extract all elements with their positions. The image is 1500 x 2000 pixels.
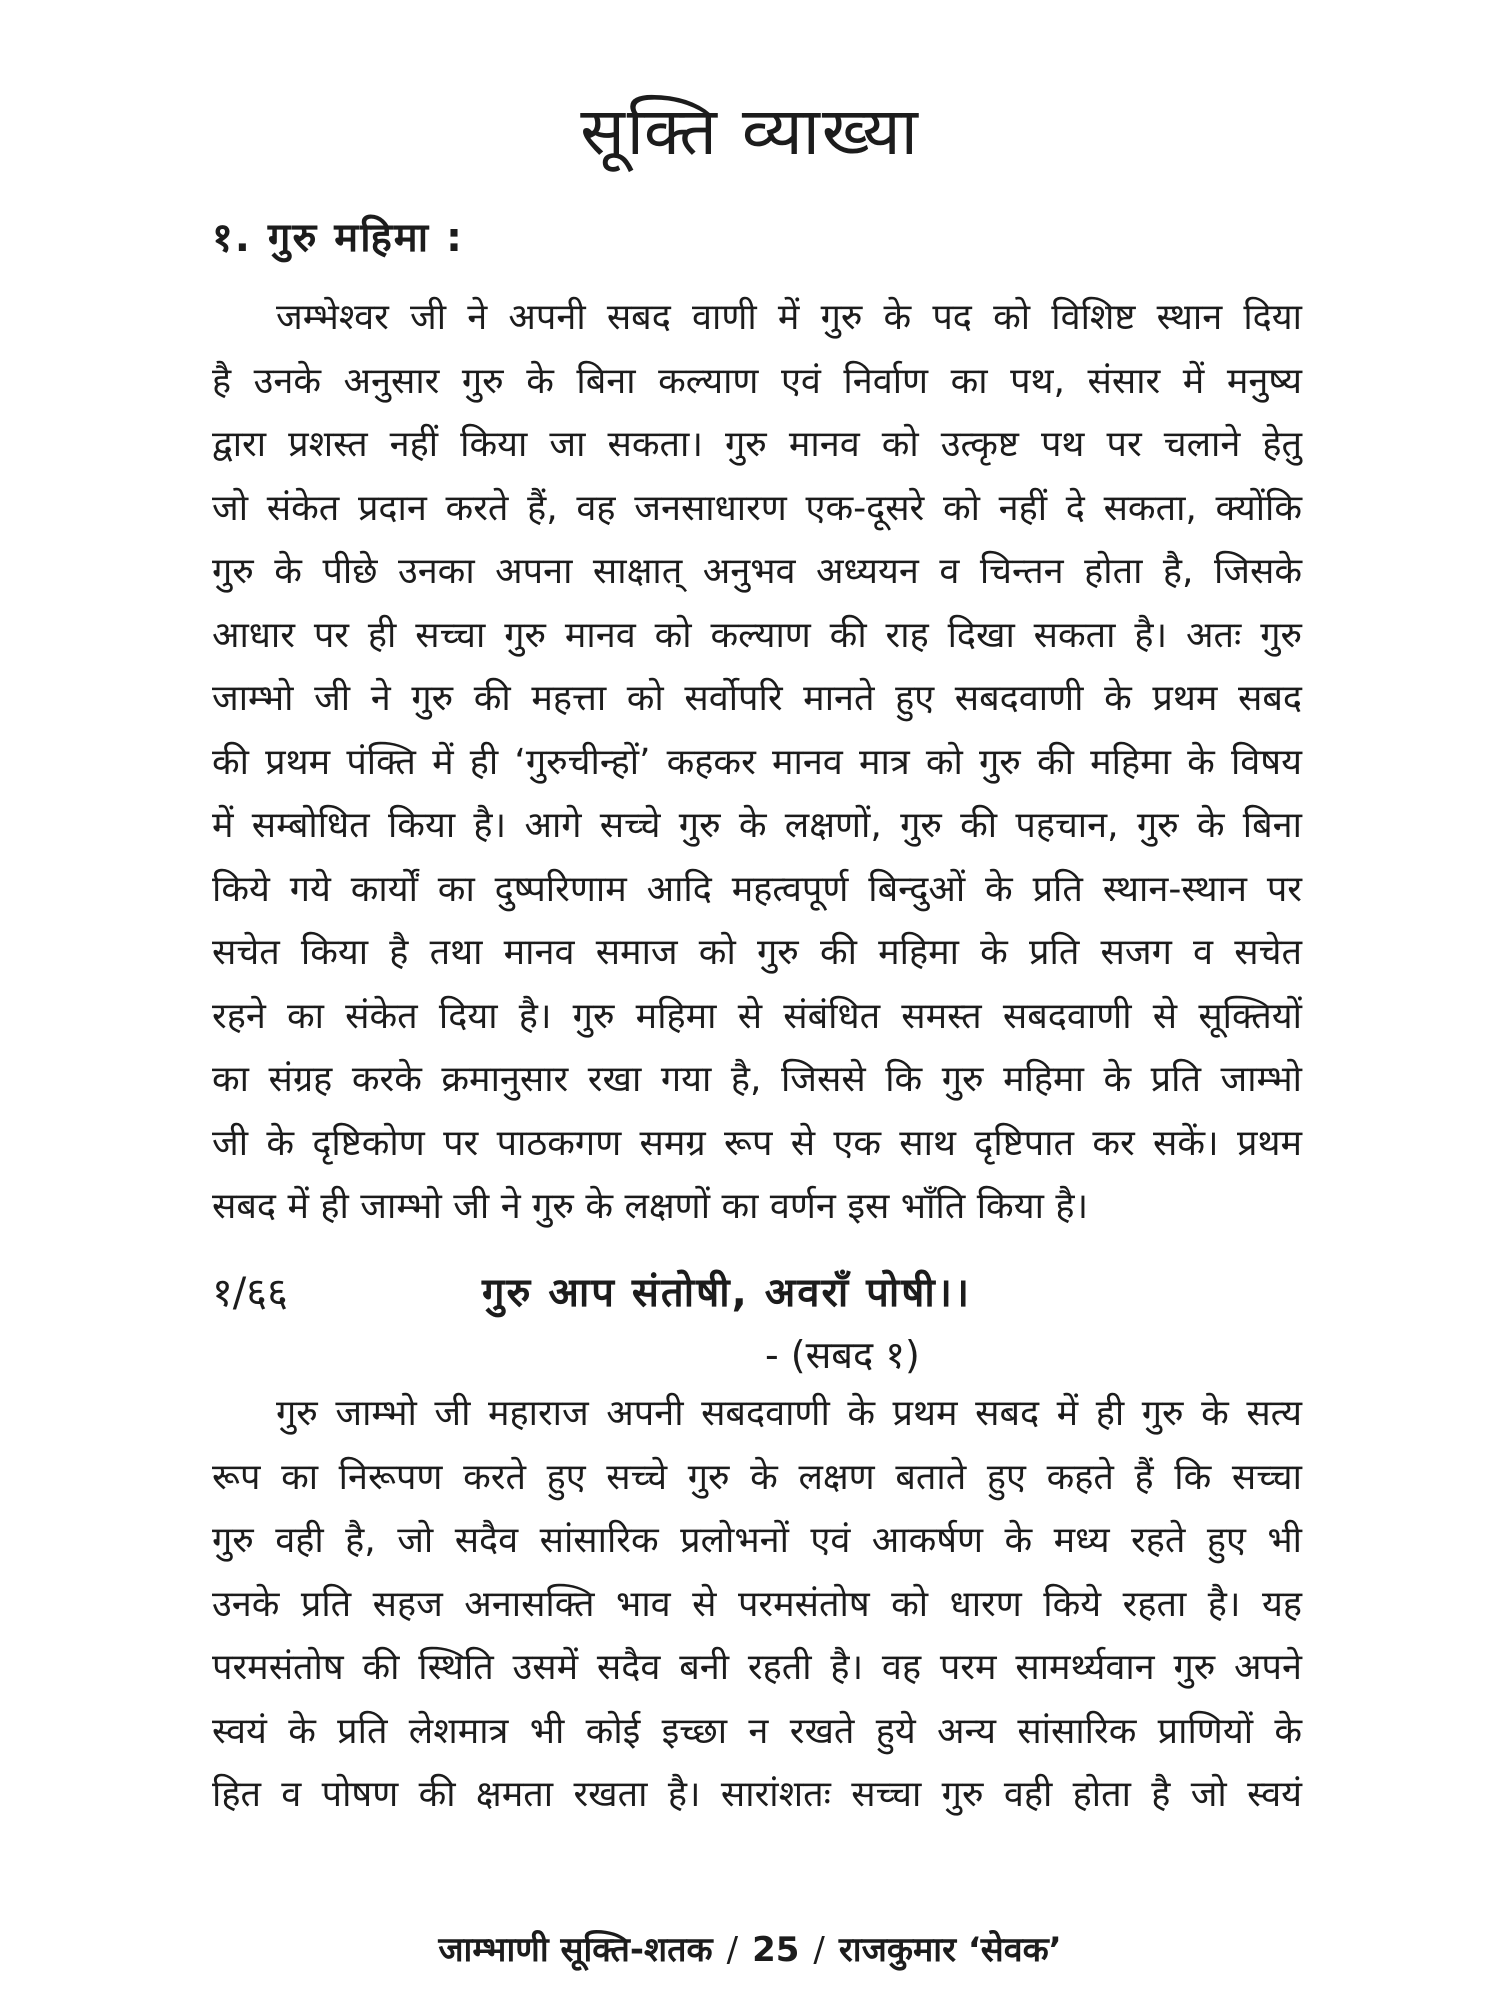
paragraph-line: में सम्बोधित किया है। आगे सच्चे गुरु के लक्षणों, गुरु की पहचान, गुरु के बिना (212, 805, 1302, 846)
verse-source: - (सबद १) (765, 1333, 920, 1377)
paragraph-line: की प्रथम पंक्ति में ही ‘गुरुचीन्हों’ कहकर मानव मात्र को गुरु की महिमा के विषय (212, 741, 1302, 783)
verse-quote (212, 1263, 1302, 1323)
section-heading: १. गुरु महिमा : (212, 215, 465, 261)
paragraph-line: गुरु के पीछे उनका अपना साक्षात् अनुभव अध्ययन व चिन्तन होता है, जिसके (212, 551, 1302, 592)
verse-text: गुरु आप संतोषी, अवराँ पोषी।। (482, 1270, 972, 1316)
paragraph-line: हित व पोषण की क्षमता रखता है। सारांशतः सच्चा गुरु वही होता है जो स्वयं (212, 1774, 1302, 1815)
paragraph-line: परमसंतोष की स्थिति उसमें सदैव बनी रहती है। वह परम सामर्थ्यवान गुरु अपने (212, 1647, 1302, 1688)
page-footer (0, 1926, 1500, 1974)
footer-separator: / (813, 1930, 825, 1970)
paragraph-line: किये गये कार्यों का दुष्परिणाम आदि महत्वपूर्ण बिन्दुओं के प्रति स्थान-स्थान पर (212, 868, 1302, 910)
footer-author: राजकुमार ‘सेवक’ (838, 1930, 1062, 1970)
paragraph-line: आधार पर ही सच्चा गुरु मानव को कल्याण की राह दिखा सकता है। अतः गुरु (212, 614, 1302, 656)
paragraph-line: सबद में ही जाम्भो जी ने गुरु के लक्षणों का वर्णन इस भाँति किया है। (212, 1186, 1089, 1227)
paragraph-line: है उनके अनुसार गुरु के बिना कल्याण एवं निर्वाण का पथ, संसार में मनुष्य (212, 360, 1302, 402)
paragraph-line: रहने का संकेत दिया है। गुरु महिमा से संबंधित समस्त सबदवाणी से सूक्तियों (212, 995, 1302, 1037)
verse-number: १/६६ (212, 1270, 288, 1316)
paragraph-line: जाम्भो जी ने गुरु की महत्ता को सर्वोपरि मानते हुए सबदवाणी के प्रथम सबद (212, 678, 1302, 719)
footer-separator: / (726, 1930, 739, 1970)
paragraph-line: गुरु वही है, जो सदैव सांसारिक प्रलोभनों एवं आकर्षण के मध्य रहते हुए भी (212, 1520, 1302, 1561)
paragraph-line: उनके प्रति सहज अनासक्ति भाव से परमसंतोष को धारण किये रहता है। यह (212, 1583, 1302, 1625)
paragraph-line: सचेत किया है तथा मानव समाज को गुरु की महिमा के प्रति सजग व सचेत (212, 932, 1302, 973)
footer-book-title: जाम्भाणी सूक्ति-शतक (438, 1930, 713, 1970)
paragraph-line: गुरु जाम्भो जी महाराज अपनी सबदवाणी के प्रथम सबद में ही गुरु के सत्य (276, 1393, 1302, 1434)
paragraph-line: जो संकेत प्रदान करते हैं, वह जनसाधारण एक-दूसरे को नहीं दे सकता, क्योंकि (212, 487, 1302, 529)
paragraph-line: स्वयं के प्रति लेशमात्र भी कोई इच्छा न रखते हुये अन्य सांसारिक प्राणियों के (212, 1710, 1302, 1752)
paragraph-verse-explanation (212, 1382, 1302, 1827)
paragraph-line: रूप का निरूपण करते हुए सच्चे गुरु के लक्षण बताते हुए कहते हैं कि सच्चा (212, 1456, 1302, 1498)
paragraph-guru-mahima-intro (212, 286, 1302, 1239)
page-number: 25 (752, 1930, 800, 1970)
paragraph-line: का संग्रह करके क्रमानुसार रखा गया है, जिससे कि गुरु महिमा के प्रति जाम्भो (212, 1059, 1302, 1100)
paragraph-line: जी के दृष्टिकोण पर पाठकगण समग्र रूप से एक साथ दृष्टिपात कर सकें। प्रथम (212, 1122, 1302, 1164)
page-title: सूक्ति व्याख्या (580, 93, 920, 170)
paragraph-line: जम्भेश्वर जी ने अपनी सबद वाणी में गुरु के पद को विशिष्ट स्थान दिया (276, 297, 1302, 338)
paragraph-line: द्वारा प्रशस्त नहीं किया जा सकता। गुरु मानव को उत्कृष्ट पथ पर चलाने हेतु (212, 424, 1302, 465)
